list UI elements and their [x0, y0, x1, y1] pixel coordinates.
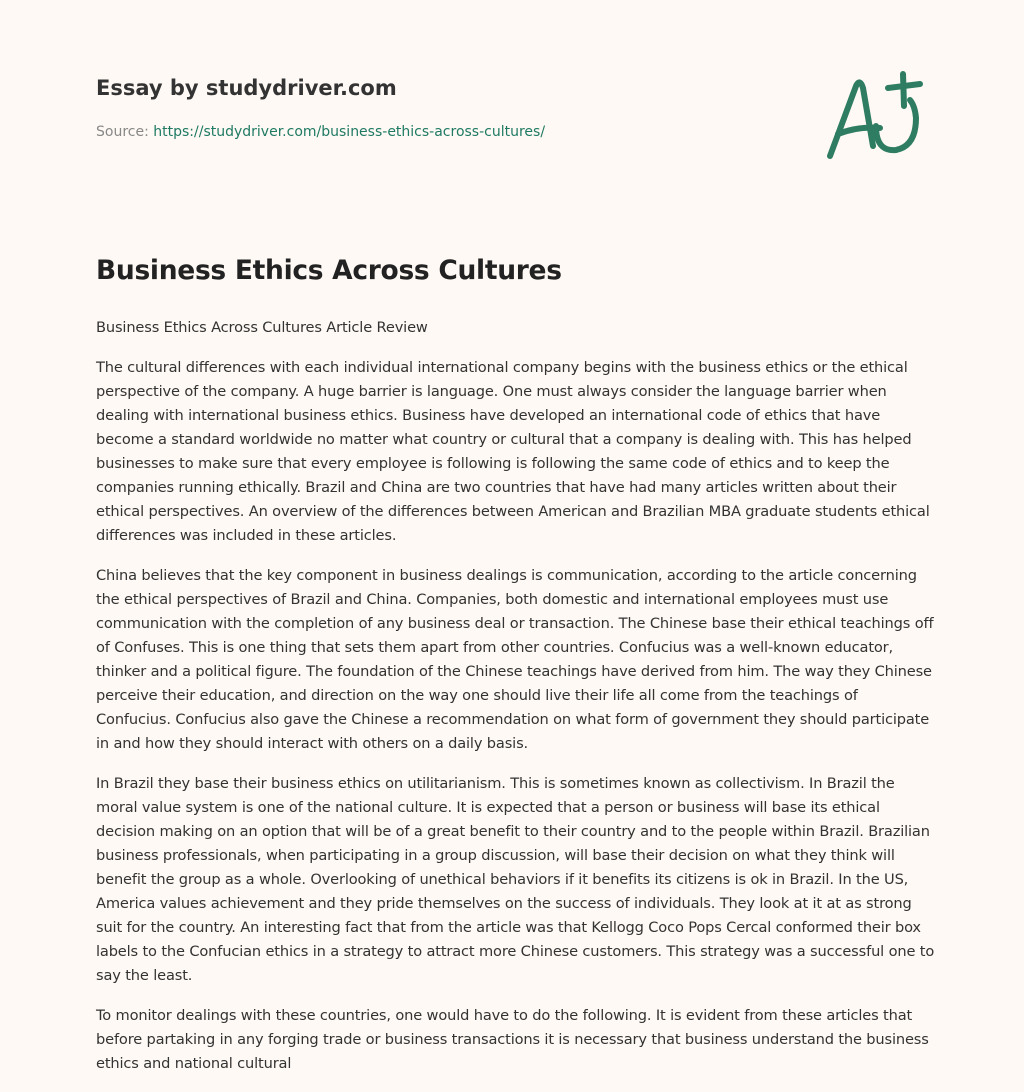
- a-plus-logo: [818, 66, 934, 166]
- article-paragraph: China believes that the key component in business dealings is communication, according to the article concerning the ethical perspectives of Brazil and China. Companies, both domestic and international employees must use communication with the completion of any business deal or transaction. The Chinese base their ethical teachings off of Confuses. This is one thing that sets them apart from other countries. Confucius was a well-known educator, thinker and a political figure. The foundation of the Chinese teachings have derived from him. The way they Chinese perceive their education, and direction on the way one should live their life all come from the teachings of Confucius. Confucius also gave the Chinese a recommendation on what form of government they should participate in and how they should interact with others on a daily basis.: [96, 567, 934, 752]
- article-paragraph: In Brazil they base their business ethics on utilitarianism. This is sometimes known as collectivism. In Brazil the moral value system is one of the national culture. It is expected that a person or business will base its ethical decision making on an option that will be of a great benefit to their country and to the people within Brazil. Brazilian business professionals, when participating in a group discussion, will base their decision on what they think will benefit the group as a whole. Overlooking of unethical behaviors if it benefits its citizens is ok in Brazil. In the US, America values achievement and they pride themselves on the success of individuals. They look at it at as strong suit for the country. An interesting fact that from the article was that Kellogg Coco Pops Cercal conformed their box labels to the Confucian ethics in a strategy to attract more Chinese customers. This strategy was a successful one to say the least.: [96, 775, 935, 984]
- article-paragraph: The cultural differences with each individual international company begins with the business ethics or the ethical perspective of the company. A huge barrier is language. One must always consider the language barrier when dealing with international business ethics. Business have developed an international code of ethics that have become a standard worldwide no matter what country or cultural that a company is dealing with. This has helped businesses to make sure that every employee is following is following the same code of ethics and to keep the companies running ethically. Brazil and China are two countries that have had many articles written about their ethical perspectives. An overview of the differences between American and Brazilian MBA graduate students ethical differences was included in these articles.: [96, 359, 930, 544]
- article-paragraph: To monitor dealings with these countries, one would have to do the following. It is evident from these articles that before partaking in any forging trade or business transactions it is necessary that business understand the business ethics and national cultural: [96, 1007, 929, 1072]
- source-label: Source:: [96, 124, 149, 140]
- source-link[interactable]: https://studydriver.com/business-ethics-across-cultures/: [153, 124, 546, 140]
- article-subtitle: Business Ethics Across Cultures Article Review: [96, 319, 428, 336]
- article-title: Business Ethics Across Cultures: [96, 255, 562, 286]
- article-body: [96, 316, 936, 1092]
- source-line: [96, 124, 545, 140]
- site-brand: Essay by studydriver.com: [96, 76, 397, 100]
